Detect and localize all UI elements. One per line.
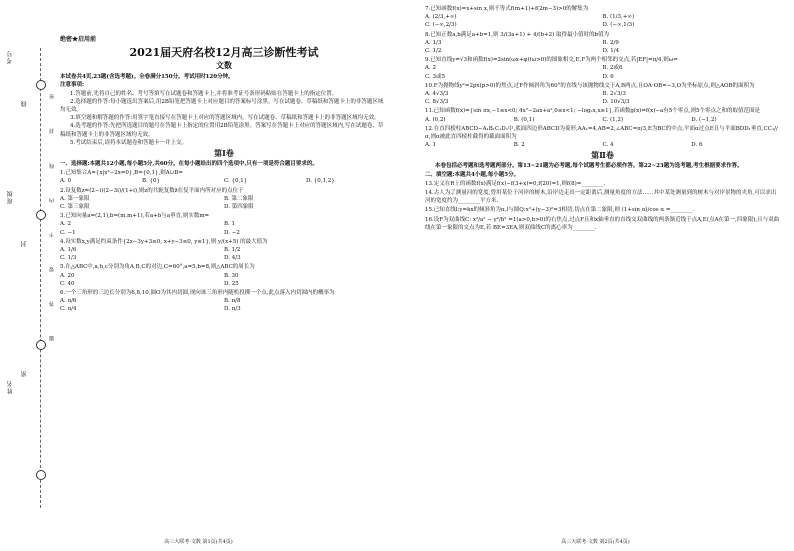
question-item [425,82,780,107]
option-choice: D. 25 [224,280,239,287]
kaohao-label: 考号 [7,50,14,64]
question-options [60,297,388,313]
question-item [425,125,780,150]
question-item [60,238,388,263]
section-2-instructions: 本卷包括必考题和选考题两部分。第13~21题为必考题,每个试题考生都必须作答。第22~23题为选考题,考生根据要求作答。 [435,163,743,170]
fill-question: 15.已知直线l:y=kx的倾斜角为α,l与圆Q:x²+(y−3)²=3相切,切点在第二象限,则 (1+sin α)/cos α =________. [425,207,695,214]
question-item [425,5,780,30]
question-options [60,220,388,236]
question-options [425,116,780,124]
section-2-heading: 第Ⅱ卷 [591,150,614,161]
option-choice: B. (0,1) [513,116,535,123]
question-item [425,107,780,123]
option-choice: B. (1/3,+∞) [602,14,635,21]
binding-circle [36,80,46,90]
notes-list [60,90,388,147]
fill-question: 16.设F为双曲线C: x²/a² − y²/b² =1(a>0,b>0)的右焦点,过点F且和x轴垂直的直线交双曲线的两条渐近线于点A,E(点A在第一,四象限),且与双曲线在第一象限的交点为E,若 BE=3EA,则双曲线C的离心率为________. [425,216,780,231]
question-stem: 11.已知函数f(x)={sin πx,−1≤x<0; 4x²−2ax+a²,0≤x<1; −log₂x,x≥1},若函数g(x)=f(x)−a有5个零点,则5个零点之和的取值范围是 [425,108,760,115]
exam-intro: 本试卷共4页,23题(含选考题)。全卷满分150分。考试用时120分钟。 [60,74,234,81]
option-choice: A. 1 [425,142,436,149]
option-choice: B. 2 [513,142,525,149]
question-item [60,169,388,185]
option-choice: D. 6 [691,142,703,149]
question-item [60,289,388,314]
xingming-label: 姓名 [7,380,14,394]
question-stem: 6.一个三角形的三边长分别为6,8,10,圆O为其内切圆,现向该三角形内随机投掷一个点,此点落入内切圆内的概率为 [60,290,335,297]
option-choice: C. 第三象限 [60,204,90,211]
binding-feng: 封 [21,240,28,247]
option-choice: B. 2√3/3 [602,91,626,98]
option-choice: A. 2 [425,65,436,72]
option-choice: B. 2或6 [602,65,623,72]
option-choice: D. 4/3 [224,255,241,262]
question-item [425,56,780,81]
option-choice: C. 40 [60,280,75,287]
note-item: 1.答题前,先将自己的姓名、考号等填写在试题卷和答题卡上,并将准考证号条形码粘贴在答题卡上的指定位置。 [70,90,338,97]
questions-list [60,169,388,313]
option-choice: A. 2 [60,221,71,228]
binding-dashed-line [40,48,41,508]
question-options [425,141,780,149]
question-stem: 10.F为抛物线y²=2px(p>0)的焦点,过F作倾斜角为60°的直线与该抛物线交于A,B两点,且OA·OB=−3,O为坐标原点,则△AOB的面积为 [425,82,755,89]
option-choice: C. 8√3/3 [425,99,449,106]
note-item: 5.考试结束后,请将本试题卷和答题卡一并上交。 [70,139,187,146]
binding-mi: 密 [21,370,28,377]
option-choice: D. 第四象限 [224,204,254,211]
question-stem: 3.已知向量a=(2,1),b=(m,m+1),若a+b与a垂直,则实数m= [60,213,210,220]
option-choice: D. 1/4 [602,48,620,55]
binding-circle [36,470,46,480]
option-choice: B. 2/9 [602,39,619,46]
option-choice: A. (0,2) [425,116,446,123]
fill-questions-list [425,180,780,232]
option-choice: D. −2 [224,229,240,236]
section-1-instructions: 一、选择题:本题共12小题,每小题5分,共60分。在每小题给出的四个选项中,只有一项是符合题目要求的。 [60,161,318,168]
page1-content [60,36,388,314]
question-stem: 7.已知函数f(x)=x+sin x,则不等式f(m+1)+f(2m−3)>0的解集为 [425,6,589,12]
page2-content [425,4,780,232]
option-choice: C. (1,2) [602,116,624,123]
question-item [60,187,388,212]
question-stem: 9.已知直线y=√3和函数f(x)=2sin(ωx+φ)(ω>0)的图象相交,E,F为两个相邻的交点,若|EF|=π/4,则ω= [425,57,678,64]
option-choice: C. 1/2 [425,48,442,55]
option-choice: A. 第一象限 [60,195,90,202]
option-choice: B. 30 [224,272,239,279]
exam-subject: 文数 [216,60,232,71]
question-options [425,13,780,29]
section-1-heading: 第Ⅰ卷 [214,148,234,159]
question-stem: 8.已知正数a,b满足a+b=1,则 3/(3a+1) + 4/(b+2) 取得最小值时的b值为 [425,31,609,38]
option-choice: C. 1/3 [60,255,77,262]
binding-warning: 题 答 要 不 内 线 封 密 [49,80,55,342]
question-options [425,90,780,106]
option-choice: D. 10√3/3 [602,99,630,106]
option-choice: D. (−1,2) [691,116,717,123]
option-choice: A. 0 [60,178,71,185]
exam-title: 2021届天府名校12月高三诊断性考试 [129,46,319,60]
question-stem: 12.在直四棱柱ABCD−A₁B₁C₁D₁中,底面四边形ABCD为菱形,AA₁=4,AB=2,∠ABC=π/3,E为BC的中点,平面α过点E且与平面BDD₁垂直,CC₁//α,则α被此直四棱柱截得的截面面积为 [425,125,778,141]
option-choice: A. π/6 [60,298,77,305]
questions-list [425,5,780,149]
option-choice: C. −1 [60,229,76,236]
question-options [60,177,388,185]
binding-margin [0,40,62,510]
option-choice: D. 6 [602,73,614,80]
question-options [60,272,388,288]
option-choice: B. π/8 [224,298,241,305]
option-choice: D. (−∞,1/3) [602,22,635,29]
option-choice: B. 1 [224,221,236,228]
question-options [60,246,388,262]
page-footer: 高三大联考·文数 第2页(共4页) [561,539,630,545]
notes-title: 注意事项: [60,82,85,89]
option-choice: B. {0} [142,178,161,185]
page-footer: 高三大联考·文数 第1页(共4页) [164,539,233,545]
exam-page-2 [397,0,794,551]
option-choice: A. 1/3 [425,39,442,46]
question-stem: 2.设复数z=(2−i)(2−3i)/(1+i),则z的共轭复数z̄在复平面内所对应的点位于 [60,187,244,194]
fill-question: 14.古人为了测量河的宽度,曾用某位于河岸的树木,沿岸边走出一定距离后,测量角度的方法……其中某处测量到的树木与对岸景物的夹角,可以求出河的宽度约为________平方米. [425,190,777,205]
option-choice: A. 20 [60,272,75,279]
option-choice: A. (2/3,+∞) [425,14,457,21]
option-choice: D. π/3 [224,306,241,313]
fill-question: 13.定义在R上的函数f(x)满足f(x)−f(3+x)=0,f(20)=1,则f(8)=________. [425,180,606,187]
option-choice: B. 第二象限 [224,195,254,202]
question-stem: 5.在△ABC中,a,b,c分别为角A,B,C的对边,C=60°,a=5,b=8,则△ABC的周长为 [60,264,255,271]
banji-label: 班级 [7,190,14,204]
binding-circle [36,340,46,350]
option-choice: A. 4√3/3 [425,91,449,98]
question-stem: 4.设实数x,y满足约束条件{2x−3y+3≥0, x+y−3≤0, y≥1},则 y/(x+5) 的最大值为 [60,238,268,245]
option-choice: C. {0,1} [224,178,248,185]
question-options [60,195,388,211]
question-options [425,64,780,80]
fill-in-heading: 二、填空题:本题共4小题,每小题5分。 [425,171,520,178]
question-item [425,31,780,56]
note-item: 3.填空题和解答题的作答:用签字笔直接写在答题卡上对应的答题区域内。写在试题卷、草稿纸和答题卡上的非答题区域均无效。 [70,115,380,122]
question-options [425,39,780,55]
option-choice: C. π/4 [60,306,77,313]
option-choice: A. 1/6 [60,247,77,254]
option-choice: B. 1/2 [224,247,241,254]
option-choice: C. (−∞,2/3) [425,22,457,29]
option-choice: C. 4 [602,142,614,149]
note-item: 2.选择题的作答:每小题选出答案后,用2B铅笔把答题卡上对应题目的答案标号涂黑。写在试题卷、草稿纸和答题卡上的非答题区域均无效。 [60,98,384,114]
option-choice: D. {0,1,2} [306,178,335,185]
question-stem: 1.已知集合A={x|x²−2x=0},B={0,1},则A∪B= [60,170,184,177]
question-item [60,263,388,288]
note-item: 4.选考题的作答:先把所选题目的题号在答题卡上指定的位置用2B铅笔涂黑。答案写在答题卡上对应的答题区域内,写在试题卷、草稿纸和答题卡上的非答题区域均无效。 [60,123,384,138]
question-item [60,212,388,237]
option-choice: C. 3或5 [425,73,446,80]
confidential-tag: 绝密★启用前 [60,36,97,43]
binding-xian: 线 [21,100,28,107]
binding-circle [36,210,46,220]
